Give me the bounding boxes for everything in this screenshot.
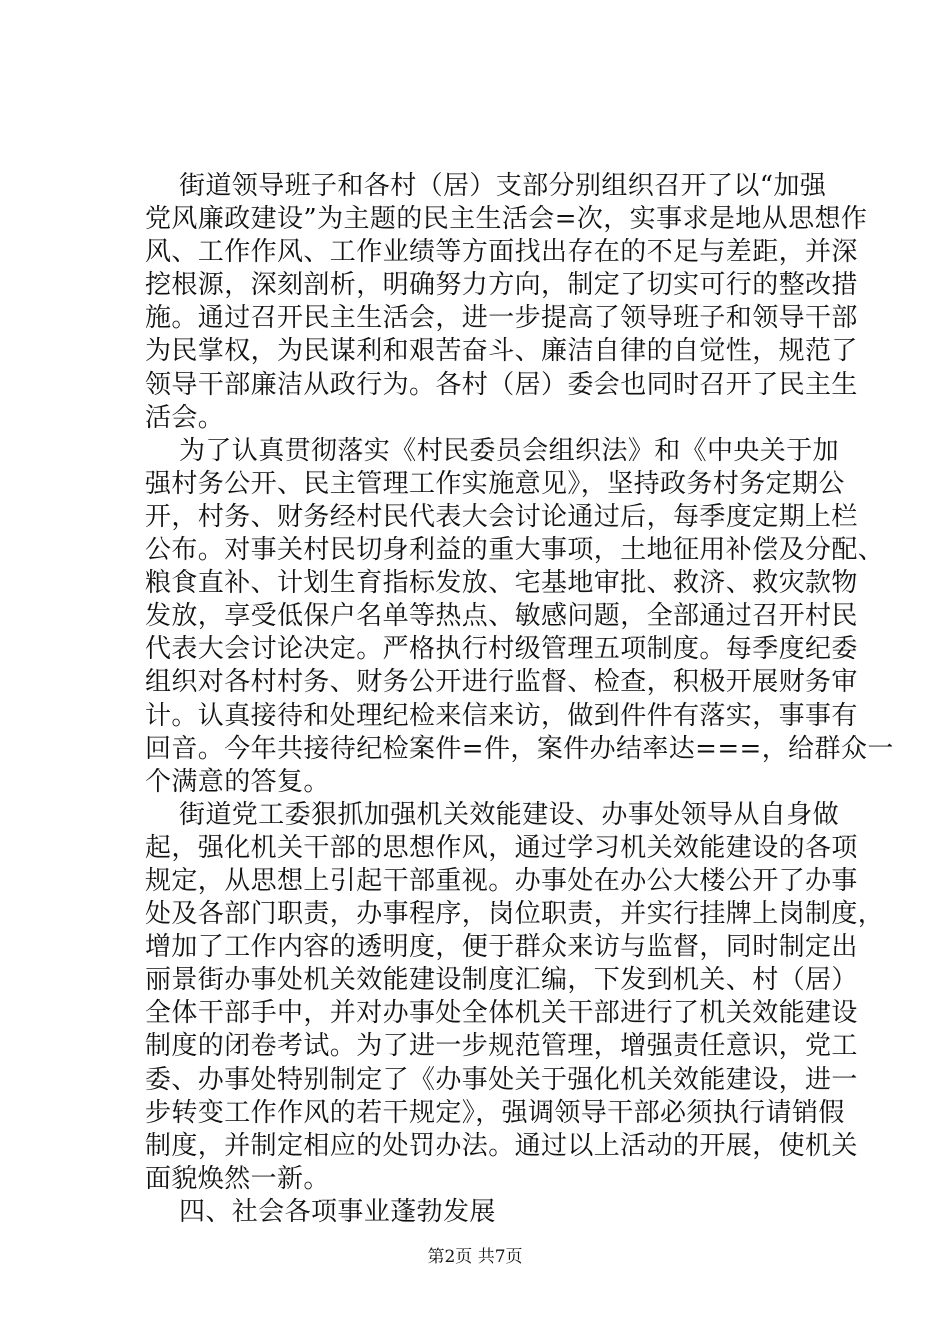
text-line: 组织对各村村务、财务公开进行监督、检查，积极开展财务审 xyxy=(145,667,858,698)
text-line: 委、办事处特别制定了《办事处关于强化机关效能建设，进一 xyxy=(145,1064,858,1095)
text-line: 挖根源，深刻剖析，明确努力方向，制定了切实可行的整改措 xyxy=(145,270,858,301)
text-line: 公布。对事关村民切身利益的重大事项，土地征用补偿及分配、 xyxy=(145,535,885,566)
text-line: 风、工作作风、工作业绩等方面找出存在的不足与差距，并深 xyxy=(145,237,858,268)
text-line: 个满意的答复。 xyxy=(145,766,330,797)
section-heading xyxy=(145,1196,821,1229)
text-line: 街道党工委狠抓加强机关效能建设、办事处领导从自身做 xyxy=(179,799,840,830)
text-line: 代表大会讨论决定。严格执行村级管理五项制度。每季度纪委 xyxy=(145,634,858,665)
text-line: 为民掌权，为民谋利和艰苦奋斗、廉洁自律的自觉性，规范了 xyxy=(145,336,858,367)
body-text xyxy=(145,170,894,1229)
text-line: 规定，从思想上引起干部重视。办事处在办公大楼公开了办事 xyxy=(145,865,858,896)
text-line: 领导干部廉洁从政行为。各村（居）委会也同时召开了民主生 xyxy=(145,369,858,400)
paragraph-democratic-life-meeting xyxy=(145,170,868,435)
section-heading-text: 四、社会各项事业蓬勃发展 xyxy=(179,1196,496,1227)
text-line: 增加了工作内容的透明度，便于群众来访与监督，同时制定出 xyxy=(145,932,858,963)
text-line: 为了认真贯彻落实《村民委员会组织法》和《中央关于加 xyxy=(179,435,840,466)
text-line: 强村务公开、民主管理工作实施意见》，坚持政务村务定期公 xyxy=(145,468,845,499)
text-line: 施。通过召开民主生活会，进一步提高了领导班子和领导干部 xyxy=(145,303,858,334)
text-line: 活会。 xyxy=(145,402,225,433)
paragraph-village-affairs-disclosure xyxy=(145,435,894,799)
text-line: 粮食直补、计划生育指标发放、宅基地审批、救济、救灾款物 xyxy=(145,568,858,599)
page-number-footer: 第2页 共7页 xyxy=(427,1247,523,1267)
text-line: 街道领导班子和各村（居）支部分别组织召开了以“加强 xyxy=(179,171,827,201)
text-line: 开，村务、财务经村民代表大会讨论通过后，每季度定期上栏 xyxy=(145,501,858,532)
text-line: 发放，享受低保户名单等热点、敏感问题，全部通过召开村民 xyxy=(145,601,858,632)
text-line: 丽景街办事处机关效能建设制度汇编，下发到机关、村（居） xyxy=(145,965,858,996)
text-line: 制度的闭卷考试。为了进一步规范管理，增强责任意识，党工 xyxy=(145,1031,858,1062)
text-line: 全体干部手中，并对办事处全体机关干部进行了机关效能建设 xyxy=(145,998,858,1029)
text-line: 计。认真接待和处理纪检来信来访，做到件件有落实，事事有 xyxy=(145,700,858,731)
text-line: 回音。今年共接待纪检案件=件，案件办结率达===，给群众一 xyxy=(145,733,894,764)
text-line: 处及各部门职责，办事程序，岗位职责，并实行挂牌上岗制度， xyxy=(145,899,885,930)
text-line: 步转变工作作风的若干规定》，强调领导干部必须执行请销假 xyxy=(145,1097,845,1128)
text-line: 起，强化机关干部的思想作风，通过学习机关效能建设的各项 xyxy=(145,832,858,863)
paragraph-efficiency-building xyxy=(145,799,885,1196)
text-line: 面貌焕然一新。 xyxy=(145,1163,330,1194)
text-line: 党风廉政建设”为主题的民主生活会=次，实事求是地从思想作 xyxy=(145,204,868,235)
text-line: 制度，并制定相应的处罚办法。通过以上活动的开展，使机关 xyxy=(145,1130,858,1161)
